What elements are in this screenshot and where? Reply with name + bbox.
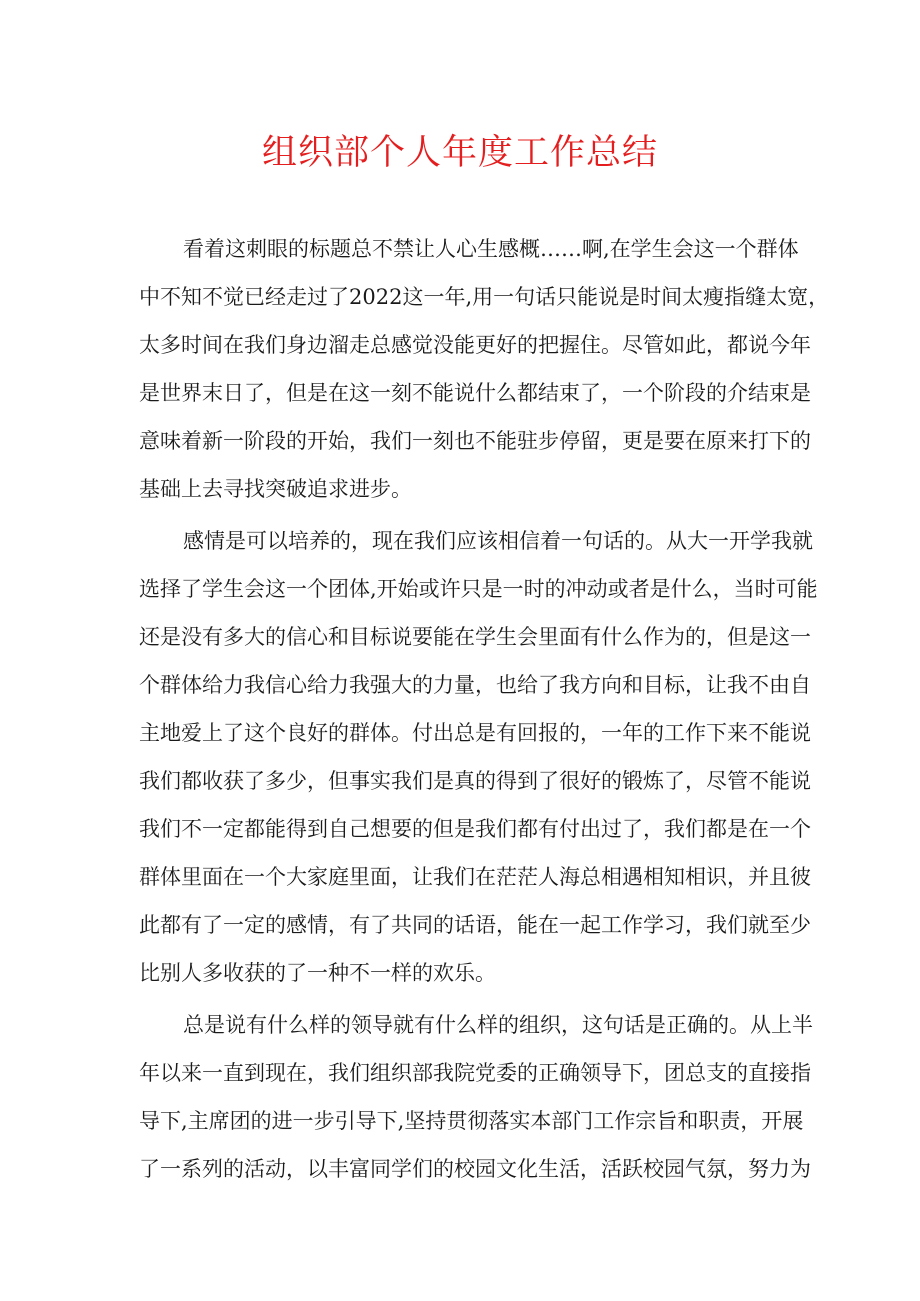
text-line: 意味着新一阶段的开始，我们一刻也不能驻步停留，更是要在原来打下的 <box>139 429 811 453</box>
paragraph-3 <box>139 1001 813 1193</box>
text-line: 了一系列的活动，以丰富同学们的校园文化生活，活跃校园气氛，努力为 <box>139 1157 811 1181</box>
text-line: 我们都收获了多少，但事实我们是真的得到了很好的锻炼了，尽管不能说 <box>139 769 811 793</box>
text-line: 中不知不觉已经走过了2022这一年,用一句话只能说是时间太瘦指缝太宽， <box>139 285 830 309</box>
text-line: 是世界末日了，但是在这一刻不能说什么都结束了，一个阶段的介结束是 <box>139 381 811 405</box>
text-line: 导下,主席团的进一步引导下,坚持贯彻落实本部门工作宗旨和职责，开展 <box>139 1109 804 1133</box>
text-line: 年以来一直到现在，我们组织部我院党委的正确领导下，团总支的直接指 <box>139 1061 811 1085</box>
document-body <box>139 225 830 1197</box>
text-line: 还是没有多大的信心和目标说要能在学生会里面有什么作为的，但是这一 <box>139 625 811 649</box>
document-title: 组织部个人年度工作总结 <box>261 133 658 173</box>
text-line: 感情是可以培养的，现在我们应该相信着一句话的。从大一开学我就 <box>183 529 813 553</box>
text-line: 群体里面在一个大家庭里面，让我们在茫茫人海总相遇相知相识，并且彼 <box>139 865 811 889</box>
text-line: 总是说有什么样的领导就有什么样的组织，这句话是正确的。从上半 <box>183 1013 813 1037</box>
text-line: 选择了学生会这一个团体,开始或许只是一时的冲动或者是什么，当时可能 <box>139 577 818 601</box>
paragraph-1 <box>139 225 830 513</box>
text-line: 我们不一定都能得到自己想要的但是我们都有付出过了，我们都是在一个 <box>139 817 811 841</box>
text-line: 此都有了一定的感情，有了共同的话语，能在一起工作学习，我们就至少 <box>139 913 811 937</box>
text-line: 看着这刺眼的标题总不禁让人心生感概……啊,在学生会这一个群体 <box>183 237 799 261</box>
text-line: 太多时间在我们身边溜走总感觉没能更好的把握住。尽管如此，都说今年 <box>139 333 811 357</box>
text-line: 基础上去寻找突破追求进步。 <box>139 477 412 501</box>
text-line: 主地爱上了这个良好的群体。付出总是有回报的，一年的工作下来不能说 <box>139 721 811 745</box>
paragraph-2 <box>139 517 818 997</box>
text-line: 个群体给力我信心给力我强大的力量，也给了我方向和目标，让我不由自 <box>139 673 811 697</box>
text-line: 比别人多收获的了一种不一样的欢乐。 <box>139 961 496 985</box>
